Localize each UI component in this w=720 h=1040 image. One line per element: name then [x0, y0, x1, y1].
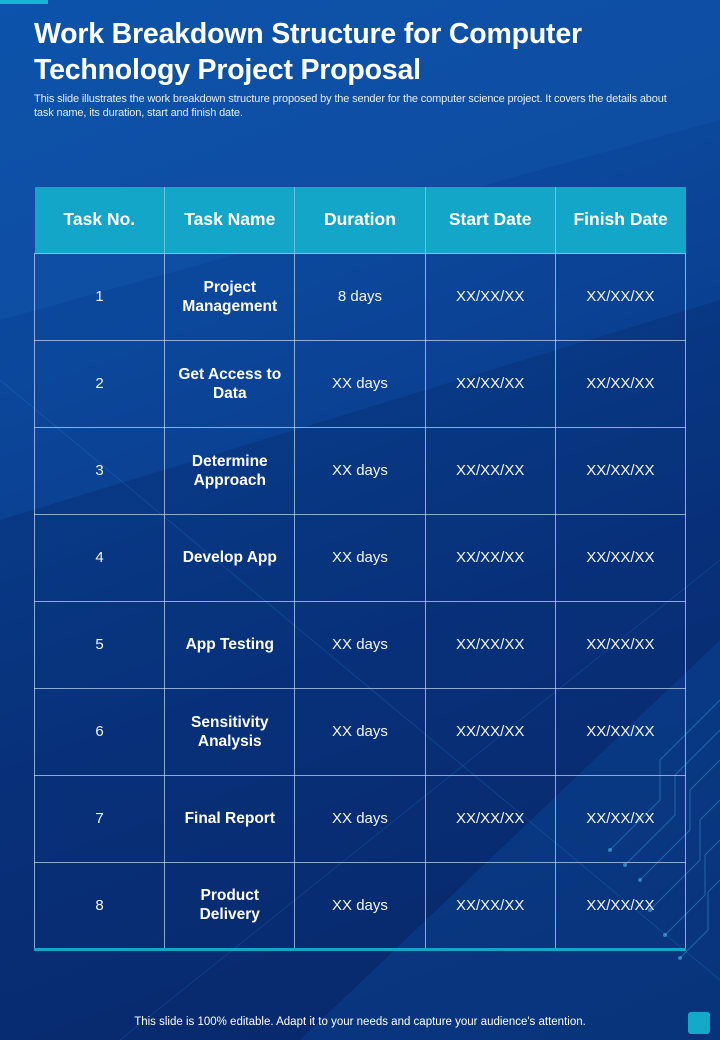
cell-task-name: Develop App [165, 514, 295, 601]
table-row [35, 775, 686, 862]
cell-task-no: 1 [35, 253, 165, 340]
cell-start-date: XX/XX/XX [425, 775, 555, 862]
cell-task-no: 8 [35, 862, 165, 949]
table-row [35, 514, 686, 601]
table-row [35, 340, 686, 427]
cell-duration: XX days [295, 688, 425, 775]
footer-note: This slide is 100% editable. Adapt it to your needs and capture your audience's attention. [134, 1016, 586, 1028]
corner-accent-box [688, 1012, 710, 1034]
header-finish-date: Finish Date [555, 187, 685, 253]
page-title: Work Breakdown Structure for Computer Technology Project Proposal [34, 18, 582, 86]
cell-start-date: XX/XX/XX [425, 340, 555, 427]
cell-task-name: Product Delivery [165, 862, 295, 949]
cell-task-name: Determine Approach [165, 427, 295, 514]
cell-finish-date: XX/XX/XX [555, 775, 685, 862]
cell-duration: XX days [295, 340, 425, 427]
cell-task-no: 5 [35, 601, 165, 688]
cell-finish-date: XX/XX/XX [555, 427, 685, 514]
cell-finish-date: XX/XX/XX [555, 253, 685, 340]
header-duration: Duration [295, 187, 425, 253]
cell-finish-date: XX/XX/XX [555, 688, 685, 775]
cell-duration: XX days [295, 514, 425, 601]
table-body [35, 253, 686, 949]
table-row [35, 601, 686, 688]
cell-task-no: 7 [35, 775, 165, 862]
cell-finish-date: XX/XX/XX [555, 862, 685, 949]
cell-task-name: Sensitivity Analysis [165, 688, 295, 775]
cell-duration: 8 days [295, 253, 425, 340]
cell-duration: XX days [295, 862, 425, 949]
cell-start-date: XX/XX/XX [425, 253, 555, 340]
cell-finish-date: XX/XX/XX [555, 514, 685, 601]
table-row [35, 427, 686, 514]
cell-start-date: XX/XX/XX [425, 601, 555, 688]
cell-task-no: 2 [35, 340, 165, 427]
cell-task-name: Final Report [165, 775, 295, 862]
cell-start-date: XX/XX/XX [425, 514, 555, 601]
cell-task-name: App Testing [165, 601, 295, 688]
cell-finish-date: XX/XX/XX [555, 340, 685, 427]
table-row [35, 862, 686, 949]
table-header [35, 187, 686, 253]
top-accent-bar [0, 0, 48, 4]
cell-task-name: Get Access to Data [165, 340, 295, 427]
cell-task-no: 6 [35, 688, 165, 775]
cell-task-name: Project Management [165, 253, 295, 340]
cell-start-date: XX/XX/XX [425, 427, 555, 514]
cell-start-date: XX/XX/XX [425, 862, 555, 949]
cell-task-no: 4 [35, 514, 165, 601]
wbs-table [34, 187, 686, 951]
page-subtitle: This slide illustrates the work breakdown structure proposed by the sender for the computer science project. It covers the details about task name, its duration, start and finish date. [34, 93, 667, 119]
header-start-date: Start Date [425, 187, 555, 253]
header-task-name: Task Name [165, 187, 295, 253]
cell-task-no: 3 [35, 427, 165, 514]
cell-finish-date: XX/XX/XX [555, 601, 685, 688]
table-row [35, 253, 686, 340]
header-task-no: Task No. [35, 187, 165, 253]
header-row [35, 187, 686, 253]
cell-duration: XX days [295, 601, 425, 688]
cell-duration: XX days [295, 427, 425, 514]
table-row [35, 688, 686, 775]
cell-duration: XX days [295, 775, 425, 862]
cell-start-date: XX/XX/XX [425, 688, 555, 775]
